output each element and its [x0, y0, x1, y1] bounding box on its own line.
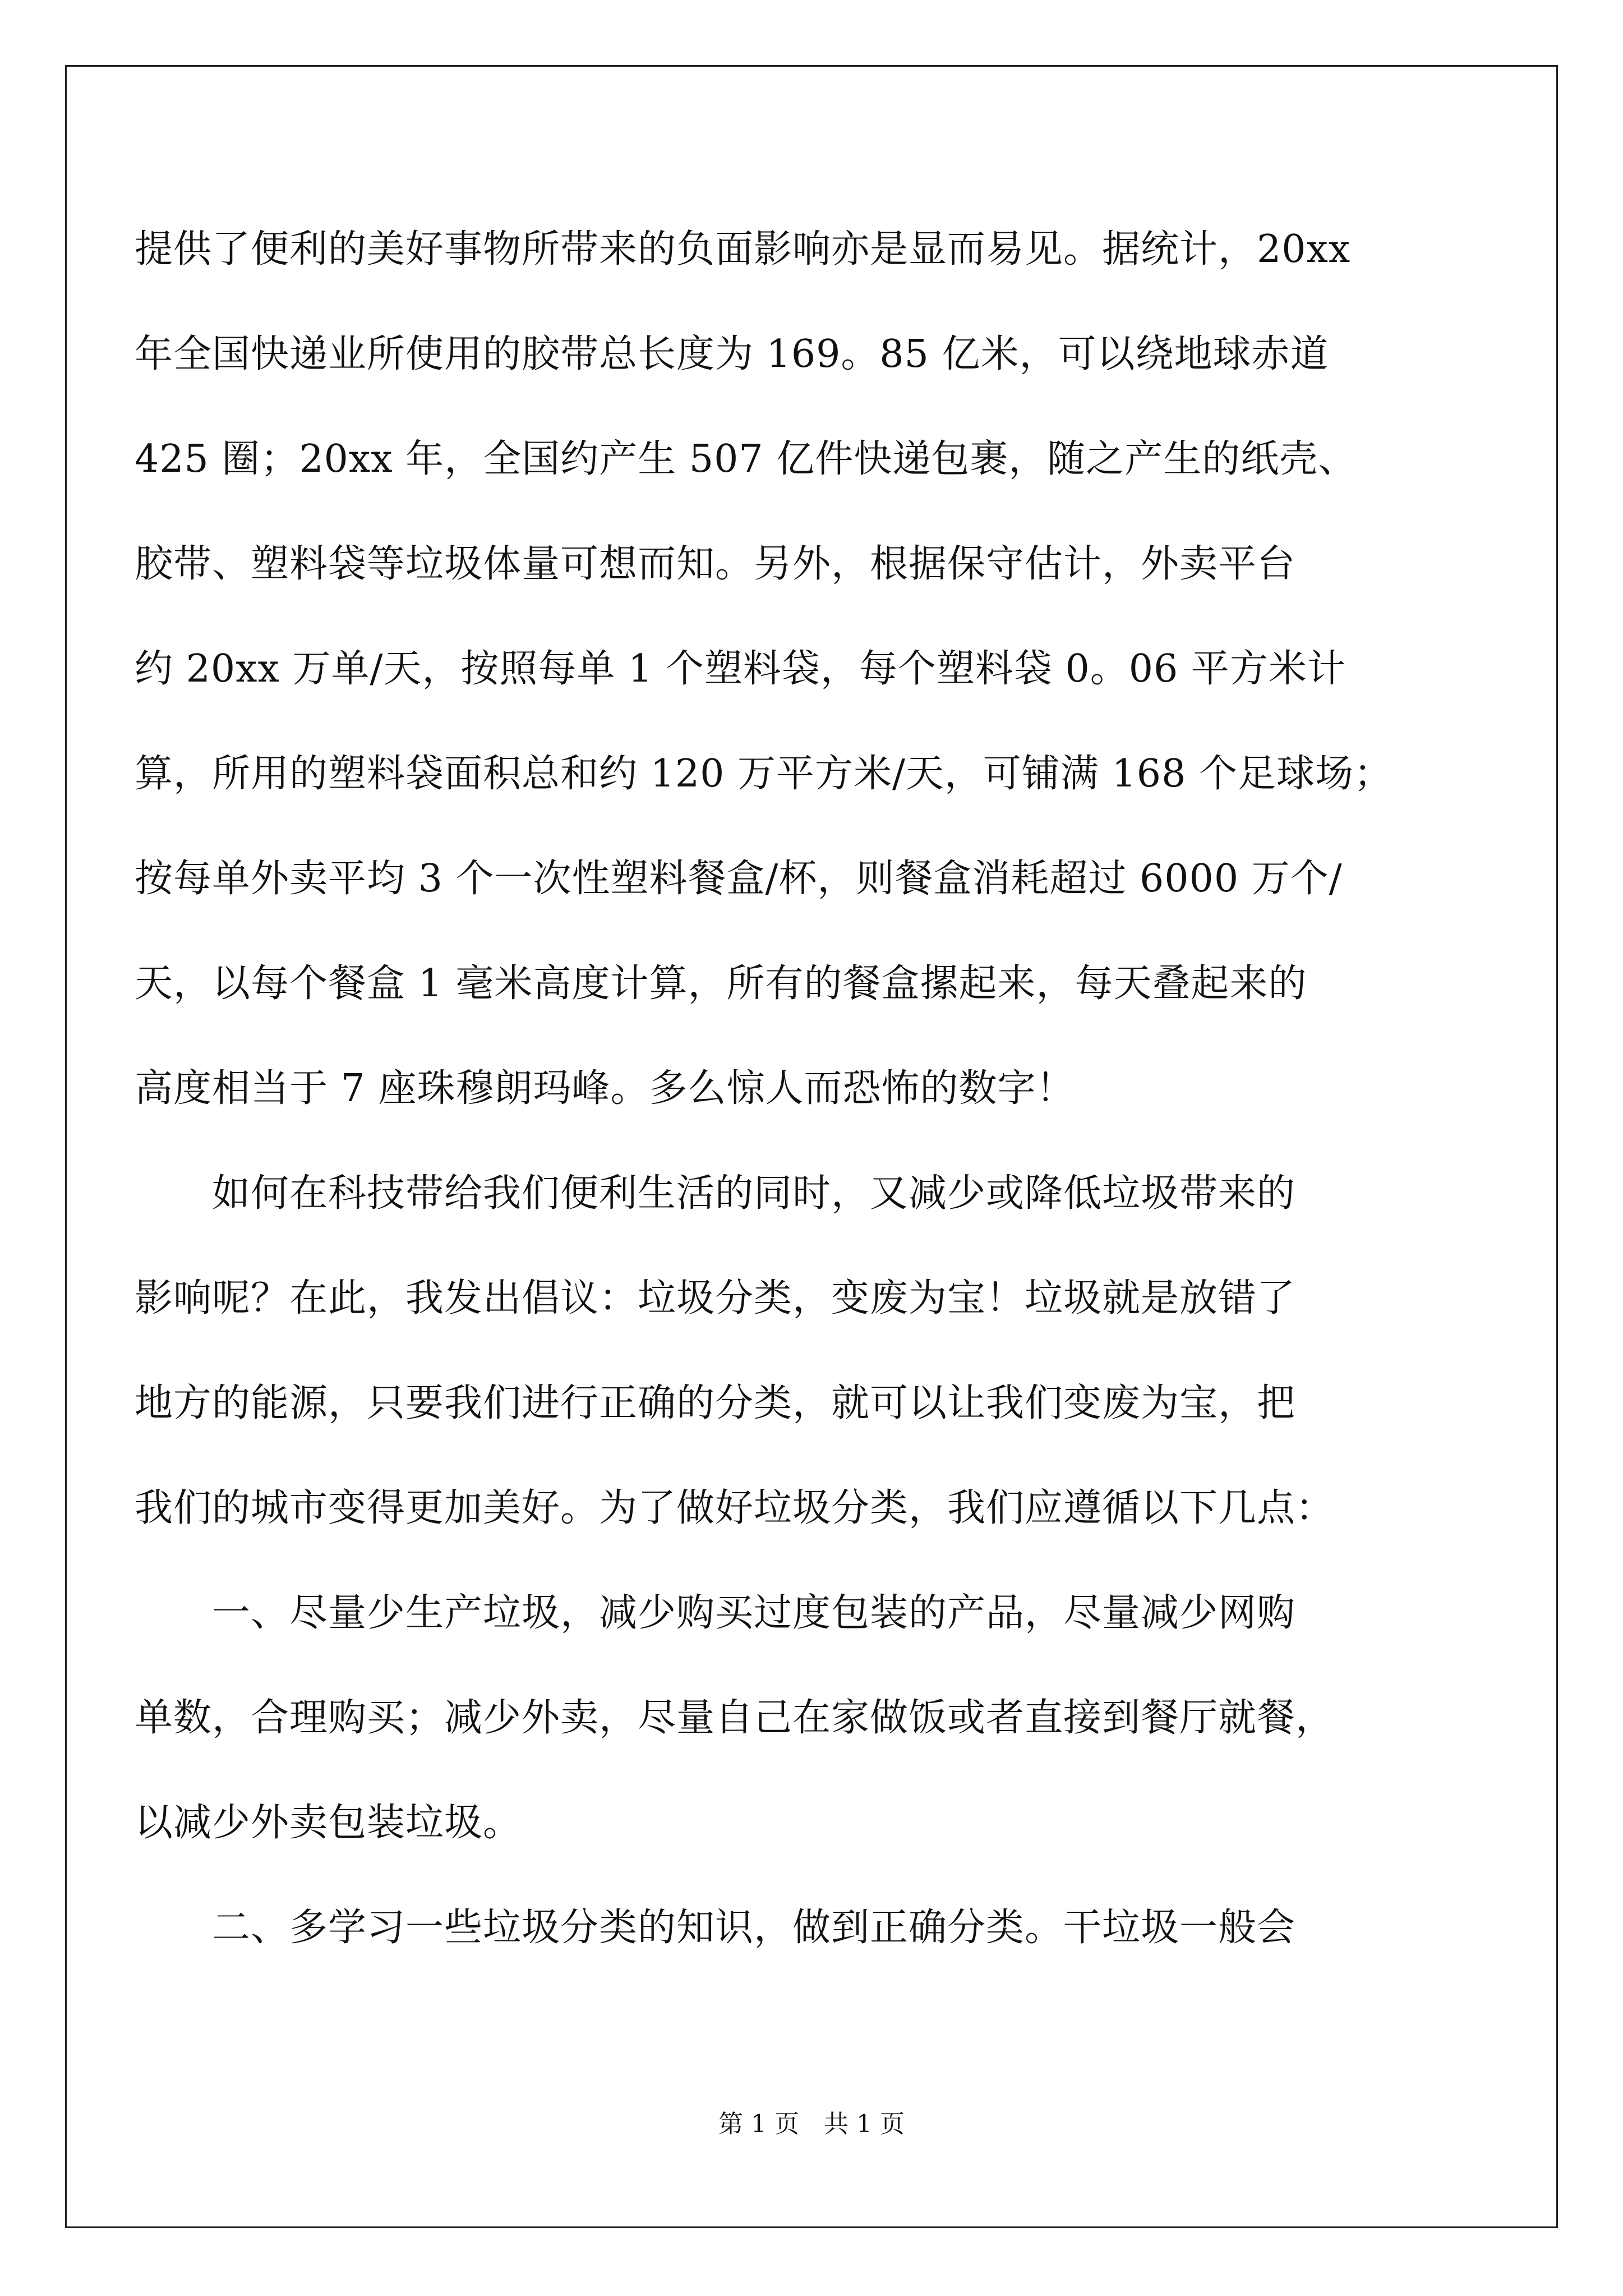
text-line: 约 20xx 万单/天，按照每单 1 个塑料袋，每个塑料袋 0。06 平方米计 [135, 647, 1346, 691]
text-line: 按每单外卖平均 3 个一次性塑料餐盒/杯，则餐盒消耗超过 6000 万个/ [135, 857, 1343, 901]
text-line: 地方的能源，只要我们进行正确的分类，就可以让我们变废为宝，把 [135, 1381, 1296, 1425]
text-line: 算，所用的塑料袋面积总和约 120 万平方米/天，可铺满 168 个足球场； [135, 752, 1393, 796]
text-line: 一、尽量少生产垃圾，减少购买过度包装的产品，尽量减少网购 [135, 1591, 1296, 1635]
text-line: 如何在科技带给我们便利生活的同时，又减少或降低垃圾带来的 [135, 1171, 1296, 1216]
page-footer: 第 1 页 共 1 页 [718, 2110, 905, 2138]
text-line: 影响呢？在此，我发出倡议：垃圾分类，变废为宝！垃圾就是放错了 [135, 1276, 1296, 1320]
text-line: 胶带、塑料袋等垃圾体量可想而知。另外，根据保守估计，外卖平台 [135, 542, 1296, 586]
text-line: 天，以每个餐盒 1 毫米高度计算，所有的餐盒摞起来，每天叠起来的 [135, 961, 1307, 1006]
text-line: 以减少外卖包装垃圾。 [135, 1801, 522, 1845]
text-line: 我们的城市变得更加美好。为了做好垃圾分类，我们应遵循以下几点： [135, 1486, 1335, 1530]
text-line: 425 圈；20xx 年，全国约产生 507 亿件快递包裹，随之产生的纸壳、 [135, 437, 1357, 481]
text-line: 单数，合理购买；减少外卖，尽量自己在家做饭或者直接到餐厅就餐， [135, 1696, 1335, 1740]
text-line: 提供了便利的美好事物所带来的负面影响亦是显而易见。据统计，20xx [135, 227, 1351, 272]
text-line: 高度相当于 7 座珠穆朗玛峰。多么惊人而恐怖的数字！ [135, 1066, 1075, 1111]
text-line: 二、多学习一些垃圾分类的知识，做到正确分类。干垃圾一般会 [135, 1906, 1296, 1950]
text-line: 年全国快递业所使用的胶带总长度为 169。85 亿米，可以绕地球赤道 [135, 332, 1329, 376]
